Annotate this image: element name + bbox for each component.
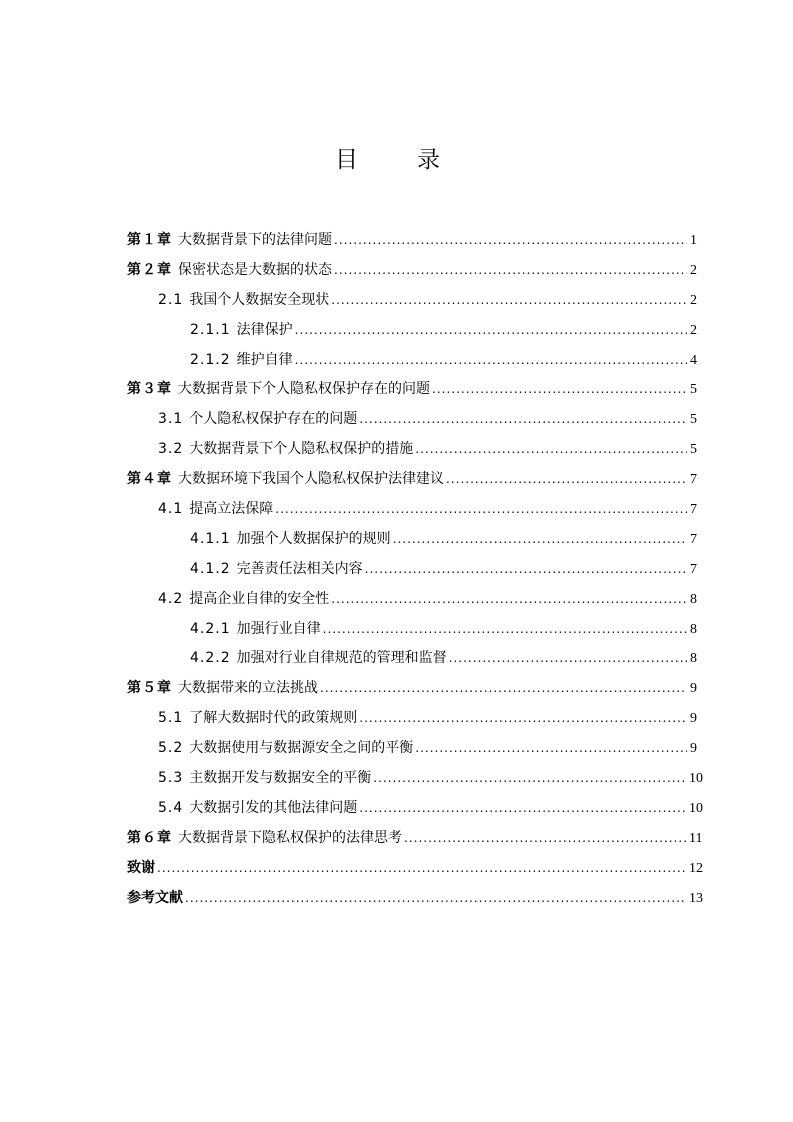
toc-entry-number: 4.1.1 (190, 530, 231, 547)
toc-entry[interactable] (127, 349, 697, 379)
toc-entry-page-number: 9 (690, 711, 697, 727)
dot-leader (295, 353, 687, 367)
table-of-contents (127, 229, 703, 916)
toc-entry-page-number: 8 (690, 621, 697, 637)
toc-entry[interactable] (127, 618, 697, 648)
toc-entry-title: 加强行业自律 (236, 620, 321, 637)
toc-entry-page-number: 2 (690, 292, 697, 308)
dot-leader (185, 891, 687, 905)
toc-entry-title: 大数据背景下个人隐私权保护的措施 (189, 441, 414, 458)
toc-entry-number: 5.1 (158, 710, 184, 727)
page-title: 目 录 (335, 147, 458, 173)
toc-entry-title: 大数据背景下隐私权保护的法律思考 (178, 829, 402, 846)
toc-entry-page-number: 11 (689, 830, 703, 846)
toc-entry[interactable] (127, 797, 703, 827)
toc-entry-number: 第２章 (127, 261, 172, 278)
toc-entry-page-number: 8 (690, 651, 697, 667)
toc-entry-page-number: 5 (690, 412, 697, 428)
dot-leader (393, 532, 687, 546)
toc-entry-title: 致谢 (127, 859, 155, 876)
toc-entry-page-number: 7 (690, 472, 697, 488)
toc-entry[interactable] (127, 259, 697, 289)
toc-entry-title: 我国个人数据安全现状 (189, 291, 330, 308)
toc-entry-page-number: 9 (690, 741, 697, 757)
dot-leader (404, 831, 687, 845)
toc-entry[interactable] (127, 378, 697, 408)
toc-entry-number: 2.1.1 (190, 321, 231, 338)
toc-entry[interactable] (127, 767, 703, 797)
toc-entry-title: 主数据开发与数据安全的平衡 (189, 770, 372, 787)
toc-entry[interactable] (127, 498, 697, 528)
toc-entry[interactable] (127, 468, 697, 498)
toc-entry[interactable] (127, 558, 697, 588)
toc-entry[interactable] (127, 528, 697, 558)
dot-leader (157, 861, 687, 875)
toc-entry-page-number: 13 (689, 890, 703, 906)
toc-entry-page-number: 8 (690, 591, 697, 607)
toc-entry-title: 提高企业自律的安全性 (189, 590, 330, 607)
toc-entry-page-number: 7 (690, 502, 697, 518)
dot-leader (446, 472, 687, 486)
toc-entry-page-number: 7 (690, 531, 697, 547)
toc-entry-page-number: 10 (689, 771, 703, 787)
toc-entry-page-number: 7 (690, 561, 697, 577)
toc-entry-title: 了解大数据时代的政策规则 (189, 710, 358, 727)
toc-entry-number: 4.1 (158, 501, 184, 518)
toc-entry[interactable] (127, 229, 697, 259)
toc-entry-page-number: 5 (690, 382, 697, 398)
toc-entry-number: 2.1 (158, 291, 184, 308)
dot-leader (275, 502, 687, 516)
dot-leader (323, 622, 687, 636)
toc-entry-title: 参考文献 (127, 889, 183, 906)
dot-leader (449, 651, 687, 665)
toc-entry-title: 加强对行业自律规范的管理和监督 (236, 650, 447, 667)
toc-entry-title: 大数据背景下的法律问题 (178, 232, 332, 248)
toc-entry-number: 5.2 (158, 740, 184, 757)
toc-entry[interactable] (127, 319, 697, 349)
toc-entry[interactable] (127, 737, 697, 767)
toc-entry[interactable] (127, 289, 697, 319)
dot-leader (359, 711, 687, 725)
toc-entry-title: 大数据背景下个人隐私权保护存在的问题 (178, 381, 430, 398)
toc-entry-title: 大数据带来的立法挑战 (178, 680, 318, 697)
toc-entry-title: 大数据环境下我国个人隐私权保护法律建议 (178, 471, 444, 488)
toc-entry-title: 法律保护 (236, 321, 293, 338)
toc-entry-number: 2.1.2 (190, 351, 231, 368)
toc-entry[interactable] (127, 827, 703, 857)
toc-entry[interactable] (127, 677, 697, 707)
toc-entry[interactable] (127, 438, 697, 468)
toc-entry-title: 维护自律 (236, 351, 293, 368)
toc-entry-number: 第３章 (127, 381, 172, 398)
dot-leader (359, 412, 687, 426)
toc-entry[interactable] (127, 588, 697, 618)
toc-entry-page-number: 2 (690, 262, 697, 278)
dot-leader (295, 323, 687, 337)
toc-entry-number: 4.2.1 (190, 620, 231, 637)
toc-entry-title: 完善责任法相关内容 (236, 560, 363, 577)
toc-entry-page-number: 9 (690, 681, 697, 697)
dot-leader (365, 562, 687, 576)
toc-entry[interactable] (127, 408, 697, 438)
toc-entry-title: 提高立法保障 (189, 501, 274, 518)
toc-entry-number: 第１章 (127, 232, 172, 248)
toc-entry-number: 第５章 (127, 680, 172, 697)
toc-entry-page-number: 1 (690, 233, 697, 248)
toc-entry-title: 大数据使用与数据源安全之间的平衡 (189, 740, 414, 757)
toc-entry-page-number: 2 (690, 322, 697, 338)
dot-leader (331, 293, 687, 307)
toc-entry-number: 第４章 (127, 471, 172, 488)
toc-entry[interactable] (127, 857, 703, 887)
toc-entry[interactable] (127, 707, 697, 737)
dot-leader (334, 263, 687, 277)
toc-entry-title: 大数据引发的其他法律问题 (189, 799, 358, 816)
dot-leader (373, 771, 687, 785)
toc-entry-number: 3.1 (158, 411, 184, 428)
toc-entry-number: 4.1.2 (190, 560, 231, 577)
toc-entry-page-number: 5 (690, 442, 697, 458)
dot-leader (334, 233, 687, 247)
toc-entry-number: 5.3 (158, 770, 184, 787)
dot-leader (415, 741, 687, 755)
dot-leader (432, 382, 687, 396)
toc-entry-number: 第６章 (127, 829, 172, 846)
dot-leader (320, 681, 687, 695)
toc-entry-number: 5.4 (158, 799, 184, 816)
toc-entry[interactable] (127, 647, 697, 677)
toc-entry-page-number: 10 (689, 800, 703, 816)
dot-leader (359, 801, 687, 815)
toc-entry-number: 3.2 (158, 441, 184, 458)
dot-leader (415, 442, 687, 456)
toc-entry[interactable] (127, 887, 703, 917)
toc-entry-title: 个人隐私权保护存在的问题 (189, 411, 358, 428)
toc-entry-number: 4.2.2 (190, 650, 231, 667)
toc-entry-page-number: 12 (689, 860, 703, 876)
toc-entry-title: 加强个人数据保护的规则 (236, 530, 391, 547)
toc-entry-title: 保密状态是大数据的状态 (178, 261, 332, 278)
toc-entry-page-number: 4 (690, 352, 697, 368)
toc-entry-number: 4.2 (158, 590, 184, 607)
dot-leader (331, 592, 687, 606)
